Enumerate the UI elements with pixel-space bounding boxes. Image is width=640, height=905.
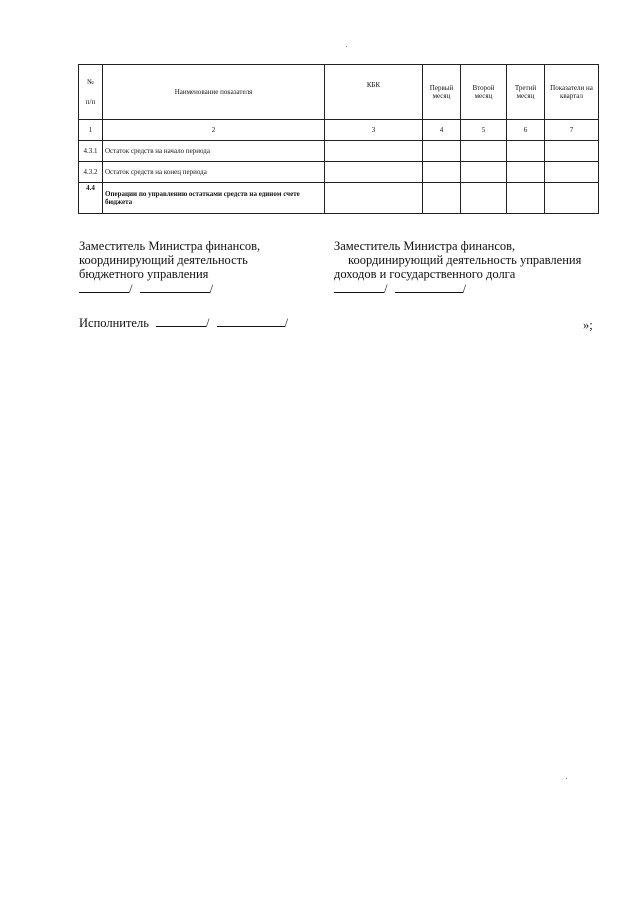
row-name: Остаток средств на конец периода	[103, 162, 325, 183]
column-number: 3	[325, 120, 423, 141]
row-number: 4.3.2	[79, 162, 103, 183]
cell-quarter	[545, 162, 599, 183]
column-number: 4	[423, 120, 461, 141]
cell-month-2	[461, 162, 507, 183]
signatory-role: координирующий деятельность управления	[348, 253, 582, 267]
column-number: 1	[79, 120, 103, 141]
table-row	[79, 183, 599, 214]
column-number: 2	[103, 120, 325, 141]
separator: /	[209, 282, 214, 296]
header-num-sign: №	[87, 77, 94, 86]
table-row	[79, 162, 599, 183]
header-num	[79, 65, 103, 120]
row-name: Операции по управлению остатками средств на едином счете бюджета	[103, 183, 325, 214]
signature-block-left	[79, 239, 260, 296]
header-name: Наименование показателя	[103, 65, 325, 120]
signatory-role: координирующий деятельность	[79, 253, 248, 267]
header-month-2: Второй месяц	[461, 65, 507, 120]
executor-label: Исполнитель	[79, 316, 149, 330]
closing-quote-mark: »;	[583, 318, 593, 332]
header-month-3: Третий месяц	[507, 65, 545, 120]
row-number: 4.4	[79, 183, 103, 214]
signatory-department: доходов и государственного долга	[334, 267, 516, 281]
row-number: 4.3.1	[79, 141, 103, 162]
name-blank	[217, 315, 285, 327]
column-number-row	[79, 120, 599, 141]
name-blank	[140, 281, 210, 293]
signature-line	[334, 281, 581, 296]
cell-quarter	[545, 183, 599, 214]
separator: /	[284, 316, 289, 330]
header-kbk: КБК	[325, 65, 423, 120]
header-month-1: Первый месяц	[423, 65, 461, 120]
cell-month-1	[423, 183, 461, 214]
cell-month-3	[507, 162, 545, 183]
separator: /	[129, 282, 133, 296]
cell-month-2	[461, 141, 507, 162]
separator: /	[384, 282, 388, 296]
separator: /	[462, 282, 467, 296]
column-number: 5	[461, 120, 507, 141]
cell-month-3	[507, 183, 545, 214]
signature-block-right	[334, 239, 581, 296]
scan-speck	[566, 778, 567, 779]
separator: /	[206, 316, 210, 330]
signatory-title: Заместитель Министра финансов,	[79, 239, 261, 253]
cell-kbk	[325, 162, 423, 183]
signature-blank	[79, 281, 129, 293]
cell-kbk	[325, 141, 423, 162]
cell-month-3	[507, 141, 545, 162]
column-number: 7	[545, 120, 599, 141]
cell-month-1	[423, 141, 461, 162]
signature-line	[79, 281, 260, 296]
scan-speck	[346, 46, 347, 47]
signature-blank	[334, 281, 384, 293]
signatory-title: Заместитель Министра финансов,	[334, 239, 516, 253]
cell-month-2	[461, 183, 507, 214]
report-table	[78, 64, 599, 214]
table-header-row	[79, 65, 599, 120]
signature-blank	[156, 315, 206, 327]
header-num-label: п/п	[85, 98, 96, 106]
executor-line	[79, 315, 288, 330]
column-number: 6	[507, 120, 545, 141]
table-row	[79, 141, 599, 162]
cell-month-1	[423, 162, 461, 183]
signatory-department: бюджетного управления	[79, 267, 209, 281]
cell-quarter	[545, 141, 599, 162]
cell-kbk	[325, 183, 423, 214]
name-blank	[395, 281, 463, 293]
header-quarter: Показатели на квартал	[545, 65, 599, 120]
row-name: Остаток средств на начало периода	[103, 141, 325, 162]
